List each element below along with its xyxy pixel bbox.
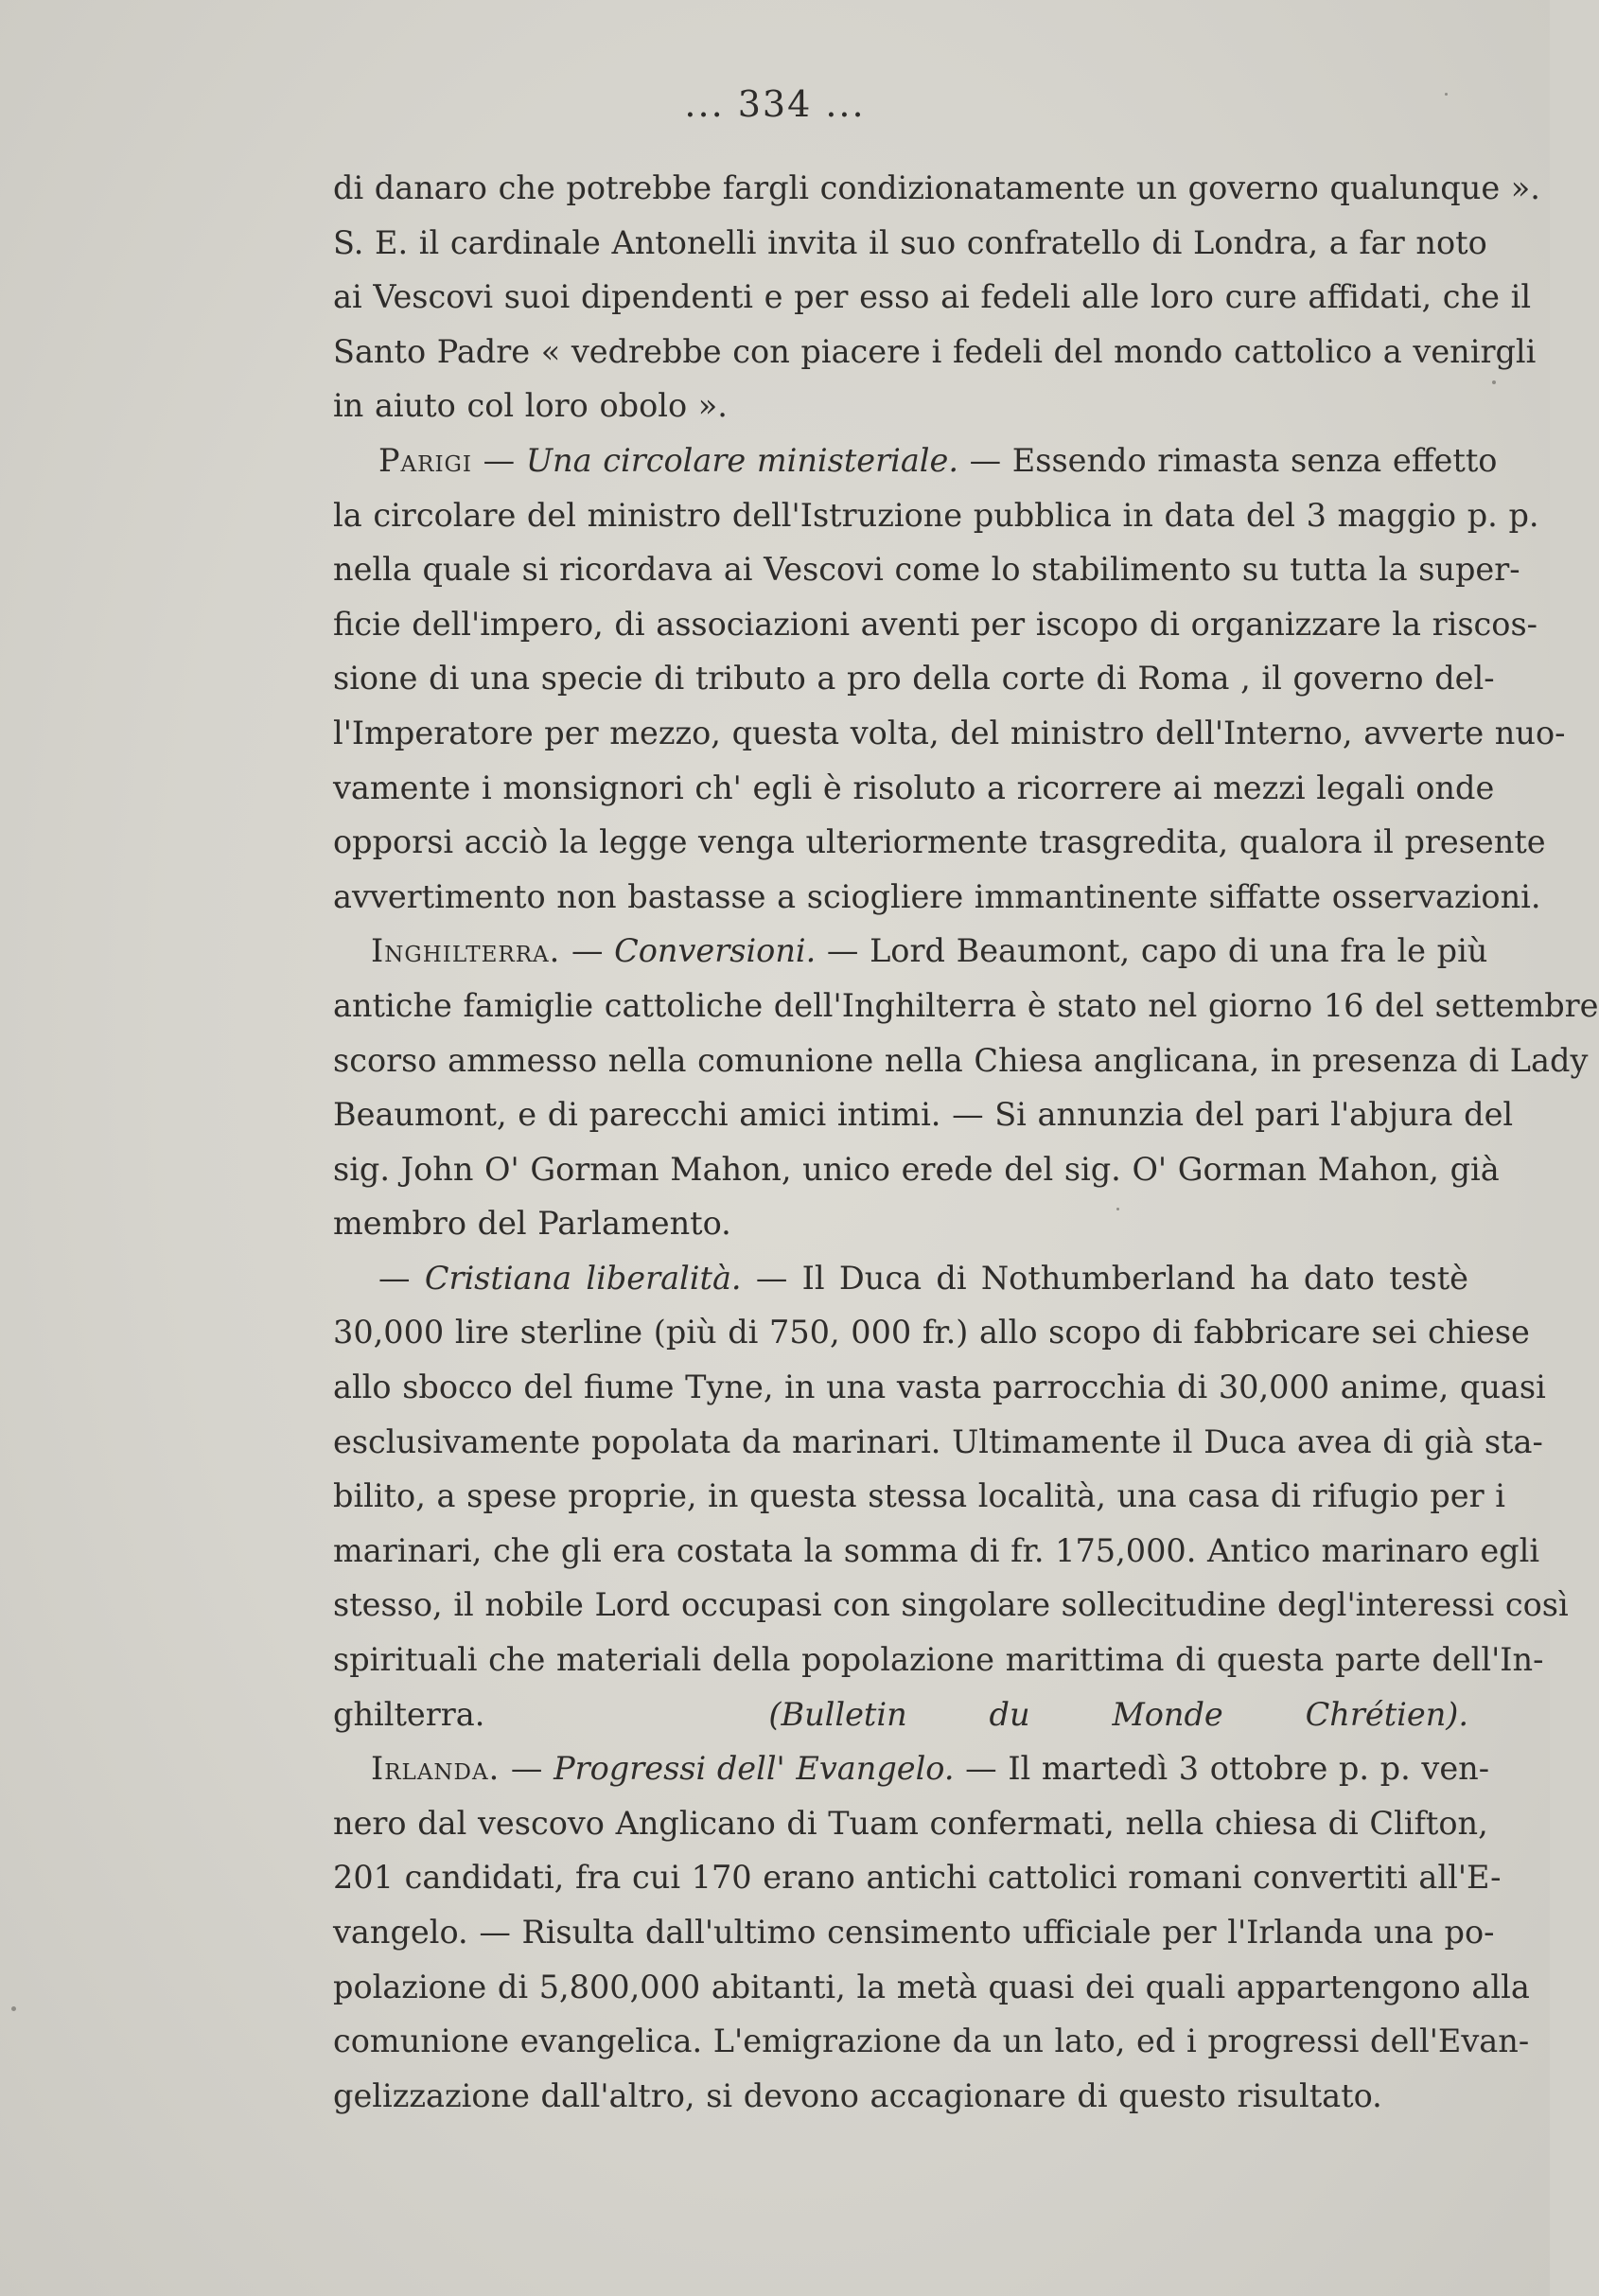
paragraph-heading-cristiana-liberalita [333,1251,1468,1306]
line-text: ficie dell'impero, di associazioni aventi per iscopo di organizzare la riscos- [333,605,1538,643]
text-line-26 [333,1524,1540,1579]
line-text: sione di una specie di tributo a pro della corte di Roma , il governo del- [333,660,1495,698]
line-text: avvertimento non bastasse a sciogliere immantinente siffatte osservazioni. [333,877,1541,915]
paragraph-heading-irlanda [333,1741,1490,1796]
line-text: 201 candidati, fra cui 170 erano antichi cattolici romani convertiti all'E- [333,1859,1502,1897]
text-line-9 [333,597,1538,652]
line-text: polazione di 5,800,000 abitanti, la metà quasi dei quali appartengono alla [333,1968,1530,2005]
text-line-11 [333,706,1566,761]
line-text: antiche famiglie cattoliche dell'Inghilterra è stato nel giorno 16 del settembre [333,986,1599,1024]
line-text: la circolare del ministro dell'Istruzione pubblica in data del 3 maggio p. p. [333,496,1539,534]
text-line-24 [333,1415,1543,1470]
text-line-34 [333,1960,1530,2015]
paragraph-heading-inghilterra [333,924,1488,979]
section-heading: Irlanda. [371,1750,501,1788]
line-text: membro del Parlamento. [333,1205,731,1243]
text-line-14 [333,870,1541,925]
text-line-31 [333,1796,1488,1851]
line-text: vangelo. — Risulta dall'ultimo censimento ufficiale per l'Irlanda una po- [333,1914,1495,1951]
line-text: opporsi acciò la legge venga ulteriormente trasgredita, qualora il presente [333,823,1546,861]
text-line-27 [333,1578,1569,1633]
line-text: — Il Duca di Nothumberland ha dato testè [741,1259,1468,1297]
paper-speck [1445,93,1448,96]
text-line-3 [333,270,1532,325]
text-line-13 [333,815,1546,870]
text-line-17 [333,1033,1589,1088]
text-line-8 [333,542,1520,597]
italic-title: Progressi dell' Evangelo. [554,1750,955,1788]
italic-title: Conversioni. [614,932,817,970]
line-text: — Lord Beaumont, capo di una fra le più [816,932,1488,970]
line-text: l'Imperatore per mezzo, questa volta, del ministro dell'Interno, avverte nuo- [333,714,1566,751]
text-line-16 [333,979,1599,1033]
line-text: Santo Padre « vedrebbe con piacere i fedeli del mondo cattolico a venirgli [333,332,1537,370]
section-heading: Parigi [378,441,473,479]
paragraph-heading-parigi [333,433,1498,488]
paper-speck [11,2006,16,2011]
section-heading: Inghilterra. [371,932,561,970]
line-text: ghilterra. [333,1695,485,1733]
line-text: ai Vescovi suoi dipendenti e per esso ai fedeli alle loro cure affidati, che il [333,278,1532,316]
text-line-32 [333,1850,1502,1905]
line-text: bilito, a spese proprie, in questa stessa località, una casa di rifugio per i [333,1477,1505,1515]
text-line-10 [333,651,1495,706]
line-text: S. E. il cardinale Antonelli invita il suo confratello di Londra, a far noto [333,223,1487,261]
line-text: Beaumont, e di parecchi amici intimi. — Si annunzia del pari l'abjura del [333,1096,1514,1134]
text-line-33 [333,1905,1495,1960]
line-text: esclusivamente popolata da marinari. Ultimamente il Duca avea di già sta- [333,1422,1543,1460]
line-text: stesso, il nobile Lord occupasi con singolare sollecitudine degl'interessi così [333,1586,1569,1624]
text-line-5 [333,379,1468,433]
text-line-29-with-source [333,1687,1468,1742]
italic-title: (Bulletin du Monde Chrétien). [768,1695,1468,1733]
line-text: gelizzazione dall'altro, si devono accagionare di questo risultato. [333,2076,1382,2114]
text-line-2 [333,216,1487,271]
line-text: — Il martedì 3 ottobre p. p. ven- [954,1750,1490,1788]
italic-title: Una circolare ministeriale. [525,441,958,479]
page-number: ... 334 ... [684,83,866,125]
text-line-25 [333,1469,1505,1524]
body-text [333,161,1599,2123]
line-text: scorso ammesso nella comunione nella Chiesa anglicana, in presenza di Lady [333,1041,1589,1079]
line-text: — [560,932,615,970]
text-line-1 [333,161,1540,216]
line-text: in aiuto col loro obolo ». [333,387,728,425]
text-line-23 [333,1360,1546,1415]
line-text: nero dal vescovo Anglicano di Tuam confermati, nella chiesa di Clifton, [333,1804,1488,1842]
paper-speck [1116,1208,1119,1210]
italic-title: Cristiana liberalità. [424,1259,742,1297]
line-text: vamente i monsignori ch' egli è risoluto a ricorrere ai mezzi legali onde [333,768,1495,806]
text-line-18 [333,1087,1514,1142]
line-text: nella quale si ricordava ai Vescovi come lo stabilimento su tutta la super- [333,551,1520,589]
line-text: allo sbocco del fiume Tyne, in una vasta parrocchia di 30,000 anime, quasi [333,1369,1546,1406]
text-line-28 [333,1633,1544,1687]
line-text: marinari, che gli era costata la somma di fr. 175,000. Antico marinaro egli [333,1531,1540,1569]
line-text: sig. John O' Gorman Mahon, unico erede del sig. O' Gorman Mahon, già [333,1150,1500,1188]
line-text: spirituali che materiali della popolazione marittima di questa parte dell'In- [333,1641,1544,1679]
line-text: — [500,1750,554,1788]
text-line-4 [333,325,1537,380]
text-line-22 [333,1305,1530,1360]
text-line-35 [333,2014,1530,2069]
line-text: 30,000 lire sterline (più di 750, 000 fr.) allo scopo di fabbricare sei chiese [333,1314,1530,1351]
text-line-19 [333,1142,1500,1197]
line-text: — Essendo rimasta senza effetto [958,441,1498,479]
line-text: — [472,441,526,479]
line-text: di danaro che potrebbe fargli condizionatamente un governo qualunque ». [333,169,1540,206]
text-line-7 [333,488,1539,543]
paper-speck [1492,380,1496,384]
text-line-20 [333,1196,1468,1251]
line-text: — [378,1259,425,1297]
text-line-36 [333,2069,1468,2124]
text-line-12 [333,761,1495,816]
line-text: comunione evangelica. L'emigrazione da un lato, ed i progressi dell'Evan- [333,2022,1530,2060]
